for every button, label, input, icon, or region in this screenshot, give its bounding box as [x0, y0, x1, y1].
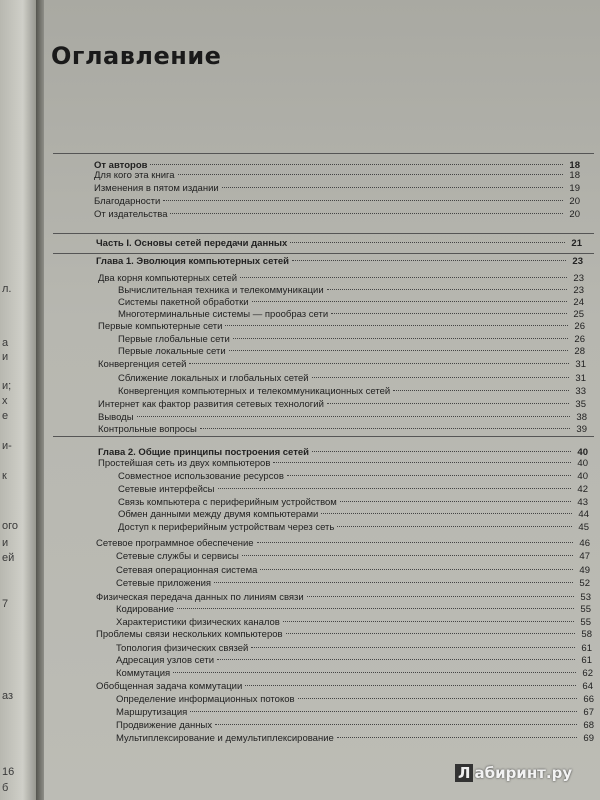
toc-entry-page: 52	[579, 578, 590, 589]
toc-entry	[116, 733, 594, 745]
dot-leader	[292, 260, 566, 261]
toc-entry	[118, 346, 585, 358]
toc-entry-title: Часть I. Основы сетей передачи данных	[96, 238, 288, 249]
toc-entry	[94, 209, 580, 221]
toc-entry-title: Сетевое программное обеспечение	[96, 538, 254, 549]
toc-entry	[118, 285, 584, 297]
toc-entry-page: 66	[583, 694, 594, 705]
toc-entry	[118, 484, 588, 496]
dot-leader	[177, 608, 574, 609]
toc-entry	[116, 668, 593, 680]
left-page-fragment: б	[2, 782, 9, 794]
toc-entry-title: Адресация узлов сети	[116, 655, 215, 666]
dot-leader	[222, 187, 563, 188]
toc-entry-page: 19	[569, 183, 580, 194]
toc-entry	[116, 604, 591, 616]
toc-entry-title: Совместное использование ресурсов	[118, 471, 284, 482]
toc-entry-title: Интернет как фактор развития сетевых технологий	[98, 399, 324, 410]
toc-entry-page: 23	[572, 256, 583, 267]
dot-leader	[260, 569, 573, 570]
dot-leader	[217, 659, 575, 660]
dot-leader	[137, 416, 570, 417]
toc-entry-page: 53	[580, 592, 591, 603]
toc-entry	[118, 509, 589, 521]
left-page-fragment: а	[2, 337, 9, 349]
dot-leader	[327, 403, 569, 404]
left-page-fragment: 7	[2, 598, 9, 610]
dot-leader	[287, 475, 571, 476]
toc-entry-title: Конвергенция сетей	[98, 359, 187, 370]
toc-entry-page: 40	[577, 447, 588, 458]
toc-entry	[116, 707, 594, 719]
toc-entry	[98, 359, 586, 371]
dot-leader	[290, 242, 565, 243]
toc-entry	[116, 643, 592, 655]
dot-leader	[214, 582, 573, 583]
rule-part1	[53, 233, 594, 234]
toc-entry-title: Два корня компьютерных сетей	[98, 273, 238, 284]
toc-entry-page: 18	[569, 160, 580, 171]
toc-entry-page: 46	[579, 538, 590, 549]
toc-entry-title: Мультиплексирование и демультиплексирование	[116, 733, 334, 744]
toc-entry-page: 35	[575, 399, 586, 410]
toc-entry-page: 25	[573, 309, 584, 320]
dot-leader	[245, 685, 576, 686]
rule-chapter1	[53, 253, 594, 254]
dot-leader	[173, 672, 576, 673]
toc-entry-title: Связь компьютера с периферийным устройством	[118, 497, 337, 508]
toc-entry-page: 42	[577, 484, 588, 495]
dot-leader	[286, 633, 575, 634]
toc-entry-page: 69	[583, 733, 594, 744]
toc-entry-page: 23	[573, 273, 584, 284]
dot-leader	[298, 698, 577, 699]
toc-entry-title: От авторов	[94, 160, 148, 171]
toc-entry-page: 20	[569, 196, 580, 207]
toc-entry-title: Определение информационных потоков	[116, 694, 295, 705]
left-page-fragment: к	[2, 470, 7, 482]
toc-entry	[94, 196, 580, 208]
toc-entry-title: Конвергенция компьютерных и телекоммуникационных сетей	[118, 386, 391, 397]
toc-entry-page: 24	[573, 297, 584, 308]
toc-entry-page: 31	[575, 373, 586, 384]
dot-leader	[229, 350, 568, 351]
toc-entry-page: 40	[577, 471, 588, 482]
dot-leader	[327, 289, 567, 290]
toc-entry-page: 20	[569, 209, 580, 220]
toc-entry-page: 26	[574, 321, 585, 332]
toc-entry-page: 31	[575, 359, 586, 370]
left-page-fragment: и	[2, 351, 9, 363]
toc-entry-title: Коммутация	[116, 668, 171, 679]
toc-entry	[94, 170, 580, 182]
toc-entry	[96, 681, 593, 693]
dot-leader	[312, 451, 571, 452]
left-page-fragment: и	[2, 537, 9, 549]
dot-leader	[233, 338, 568, 339]
toc-entry-title: Выводы	[98, 412, 134, 423]
toc-entry-title: Контрольные вопросы	[98, 424, 197, 435]
dot-leader	[240, 277, 567, 278]
toc-entry	[118, 522, 589, 534]
left-page-fragment: л.	[2, 283, 12, 295]
left-page-fragment: 16	[2, 766, 15, 778]
toc-entry	[118, 471, 588, 483]
toc-entry-page: 21	[571, 238, 582, 249]
toc-entry	[98, 424, 587, 436]
toc-entry-page: 67	[583, 707, 594, 718]
toc-entry-title: Первые компьютерные сети	[98, 321, 223, 332]
toc-entry	[116, 565, 590, 577]
dot-leader	[331, 313, 567, 314]
toc-entry-title: Обмен данными между двумя компьютерами	[118, 509, 319, 520]
toc-entry-page: 61	[581, 655, 592, 666]
left-page-fragment: ого	[2, 520, 19, 532]
toc-entry	[116, 720, 594, 732]
dot-leader	[215, 724, 577, 725]
left-page-fragment: ей	[2, 552, 15, 564]
toc-entry	[94, 183, 580, 195]
toc-entry-page: 62	[582, 668, 593, 679]
toc-entry	[98, 412, 587, 424]
toc-entry	[118, 334, 585, 346]
dot-leader	[190, 711, 577, 712]
left-page-fragment: аз	[2, 690, 14, 702]
toc-entry	[116, 551, 590, 563]
toc-entry-page: 39	[576, 424, 587, 435]
left-page-edge	[0, 0, 38, 800]
toc-entry-title: От издательства	[94, 209, 168, 220]
toc-entry-page: 18	[569, 170, 580, 181]
dot-leader	[170, 213, 563, 214]
toc-entry-title: Проблемы связи нескольких компьютеров	[96, 629, 283, 640]
dot-leader	[321, 513, 572, 514]
toc-entry-title: Многотерминальные системы — прообраз сети	[118, 309, 329, 320]
toc-entry	[96, 592, 591, 604]
dot-leader	[307, 596, 574, 597]
toc-entry-page: 55	[580, 604, 591, 615]
rule-chapter2	[53, 436, 594, 437]
toc-entry-page: 26	[574, 334, 585, 345]
toc-entry-title: Обобщенная задача коммутации	[96, 681, 243, 692]
dot-leader	[337, 737, 577, 738]
toc-entry-title: Продвижение данных	[116, 720, 213, 731]
toc-entry-title: Глава 1. Эволюция компьютерных сетей	[96, 256, 290, 267]
dot-leader	[178, 174, 563, 175]
toc-entry-page: 38	[576, 412, 587, 423]
toc-entry	[98, 458, 588, 470]
watermark-text: абиринт.ру	[474, 764, 573, 782]
toc-entry-title: Кодирование	[116, 604, 175, 615]
toc-entry-page: 61	[581, 643, 592, 654]
toc-entry-page: 44	[578, 509, 589, 520]
toc-entry-title: Сетевые приложения	[116, 578, 212, 589]
dot-leader	[218, 488, 571, 489]
toc-entry-page: 23	[573, 285, 584, 296]
toc-entry-page: 43	[577, 497, 588, 508]
dot-leader	[337, 526, 572, 527]
toc-entry	[96, 538, 590, 550]
toc-entry	[98, 273, 584, 285]
toc-entry-title: Для кого эта книга	[94, 170, 175, 181]
toc-entry-title: Характеристики физических каналов	[116, 617, 280, 628]
toc-entry	[96, 238, 582, 250]
toc-entry	[118, 373, 586, 385]
toc-entry-page: 55	[580, 617, 591, 628]
toc-entry-title: Доступ к периферийным устройствам через сеть	[118, 522, 335, 533]
toc-entry-page: 64	[582, 681, 593, 692]
toc-entry-page: 40	[577, 458, 588, 469]
toc-entry-page: 33	[575, 386, 586, 397]
left-page-fragment: и-	[2, 440, 12, 452]
toc-entry	[118, 497, 588, 509]
toc-entry	[116, 617, 591, 629]
toc-entry-page: 28	[574, 346, 585, 357]
toc-entry-page: 58	[581, 629, 592, 640]
toc-entry	[98, 321, 585, 333]
dot-leader	[340, 501, 571, 502]
toc-entry-title: Маршрутизация	[116, 707, 188, 718]
watermark	[455, 764, 572, 782]
toc-entry-page: 45	[578, 522, 589, 533]
toc-entry	[96, 256, 583, 268]
toc-entry	[98, 399, 586, 411]
toc-entry	[96, 629, 592, 641]
toc-entry-title: Топология физических связей	[116, 643, 249, 654]
toc-entry-title: Благодарности	[94, 196, 161, 207]
dot-leader	[150, 164, 563, 165]
toc-entry-title: Первые локальные сети	[118, 346, 226, 357]
dot-leader	[257, 542, 573, 543]
dot-leader	[200, 428, 570, 429]
toc-entry-title: Сближение локальных и глобальных сетей	[118, 373, 309, 384]
dot-leader	[283, 621, 574, 622]
left-page-fragment: х	[2, 395, 8, 407]
toc-entry	[116, 578, 590, 590]
toc-entry-title: Сетевая операционная система	[116, 565, 258, 576]
toc-entry-title: Сетевые службы и сервисы	[116, 551, 239, 562]
dot-leader	[273, 462, 571, 463]
toc-entry	[118, 297, 584, 309]
toc-entry-title: Вычислительная техника и телекоммуникации	[118, 285, 324, 296]
toc-entry	[116, 655, 592, 667]
toc-entry-title: Сетевые интерфейсы	[118, 484, 215, 495]
toc-entry-title: Первые глобальные сети	[118, 334, 230, 345]
page-title: Оглавление	[51, 42, 222, 70]
toc-entry-page: 49	[579, 565, 590, 576]
dot-leader	[163, 200, 563, 201]
dot-leader	[312, 377, 569, 378]
toc-entry-title: Глава 2. Общие принципы построения сетей	[98, 447, 309, 458]
watermark-logo: Л	[455, 764, 473, 782]
left-page-fragment: и;	[2, 380, 12, 392]
toc-entry	[116, 694, 594, 706]
dot-leader	[225, 325, 568, 326]
toc-entry-title: Системы пакетной обработки	[118, 297, 249, 308]
dot-leader	[189, 363, 569, 364]
toc-entry	[118, 309, 584, 321]
rule-top	[53, 153, 594, 154]
toc-entry-title: Изменения в пятом издании	[94, 183, 219, 194]
toc-entry-page: 47	[579, 551, 590, 562]
dot-leader	[242, 555, 573, 556]
dot-leader	[251, 647, 575, 648]
left-page-fragment: е	[2, 410, 9, 422]
toc-entry	[118, 386, 586, 398]
dot-leader	[252, 301, 567, 302]
dot-leader	[393, 390, 569, 391]
toc-entry-title: Простейшая сеть из двух компьютеров	[98, 458, 271, 469]
toc-entry-page: 68	[583, 720, 594, 731]
toc-entry-title: Физическая передача данных по линиям связи	[96, 592, 304, 603]
